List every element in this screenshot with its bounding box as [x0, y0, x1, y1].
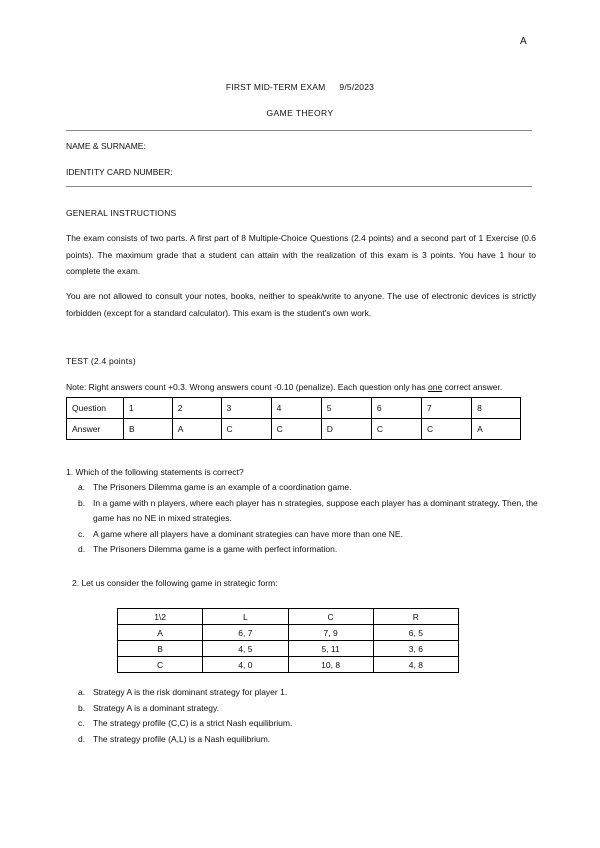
option-text: The strategy profile (C,C) is a strict Nash equilibrium.: [93, 718, 293, 728]
answer-cell: C: [371, 419, 421, 440]
game-table-column-header: L: [203, 609, 288, 625]
question-2-options: [78, 685, 538, 747]
question-2-text: 2. Let us consider the following game in strategic form:: [72, 578, 278, 588]
option-letter: a.: [78, 482, 86, 492]
answer-table-question-row: [67, 398, 521, 419]
question-cell: 7: [422, 398, 472, 419]
question-cell: 8: [472, 398, 521, 419]
name-field-label: NAME & SURNAME:: [66, 141, 146, 151]
question-1-text: 1. Which of the following statements is correct?: [66, 467, 244, 477]
question-cell: 6: [371, 398, 421, 419]
question-row-label: Question: [67, 398, 124, 419]
question-1-option-b: [78, 496, 538, 527]
option-text: In a game with n players, where each player has n strategies, suppose each player has a dominant strategy. Then, the game has no NE in mixed strategies.: [93, 497, 538, 523]
exam-version-letter: A: [520, 36, 527, 47]
game-table-column-header: C: [288, 609, 373, 625]
question-cell: 3: [221, 398, 271, 419]
strategic-form-table: [117, 608, 459, 673]
question-2-option-c: [78, 716, 538, 732]
game-table-row: [118, 625, 459, 641]
answer-cell: C: [271, 419, 321, 440]
id-card-field-label: IDENTITY CARD NUMBER:: [66, 167, 173, 177]
option-letter: a.: [78, 687, 86, 697]
exam-date: 9/5/2023: [339, 82, 375, 92]
answer-cell: C: [221, 419, 271, 440]
question-1-options: [78, 480, 538, 558]
answer-cell: B: [124, 419, 173, 440]
instructions-paragraph-1: The exam consists of two parts. A first part of 8 Multiple-Choice Questions (2.4 points) and a second part of 1 Exercise (0.6 points). The maximum grade that a student can attain with the realization of this exam is 3 points. You have 1 hour to complete the exam.: [66, 233, 536, 276]
exam-title-text: FIRST MID-TERM EXAM: [225, 82, 326, 92]
option-letter: b.: [78, 497, 86, 508]
payoff-cell: 3, 6: [373, 641, 458, 657]
game-table-corner: 1\2: [118, 609, 203, 625]
answer-table-answer-row: [67, 419, 521, 440]
payoff-cell: 4, 0: [203, 657, 288, 673]
question-1-option-a: [78, 480, 538, 496]
divider-top: [66, 130, 532, 131]
payoff-cell: 6, 7: [203, 625, 288, 641]
option-letter: d.: [78, 544, 86, 554]
exam-title: [0, 82, 600, 92]
payoff-cell: 7, 9: [288, 625, 373, 641]
instructions-paragraph-2: You are not allowed to consult your notes, books, neither to speak/write to anyone. The use of electronic devices is strictly forbidden (except for a standard calculator). This exam is the student's own work.: [66, 291, 536, 318]
payoff-cell: 10, 8: [288, 657, 373, 673]
game-table-row: [118, 657, 459, 673]
payoff-cell: 5, 11: [288, 641, 373, 657]
option-text: A game where all players have a dominant strategies can have more than one NE.: [93, 528, 403, 539]
answer-row-label: Answer: [67, 419, 124, 440]
option-text: The Prisoners Dilemma game is a game with perfect information.: [93, 544, 338, 554]
question-cell: 5: [321, 398, 371, 419]
note-text-underlined: one: [428, 382, 443, 392]
game-table-header-row: [118, 609, 459, 625]
instructions-heading: GENERAL INSTRUCTIONS: [66, 208, 177, 218]
question-1-option-c: [78, 527, 538, 543]
option-text: Strategy A is the risk dominant strategy for player 1.: [93, 687, 288, 697]
answer-cell: D: [321, 419, 371, 440]
option-letter: d.: [78, 733, 86, 744]
payoff-cell: 4, 5: [203, 641, 288, 657]
answer-table: [66, 397, 521, 440]
option-text: The strategy profile (A,L) is a Nash equilibrium.: [93, 733, 271, 744]
option-text: The Prisoners Dilemma game is an example of a coordination game.: [93, 482, 352, 492]
answer-cell: C: [422, 419, 472, 440]
payoff-cell: 4, 8: [373, 657, 458, 673]
question-cell: 2: [172, 398, 221, 419]
game-table-column-header: R: [373, 609, 458, 625]
answer-cell: A: [172, 419, 221, 440]
payoff-cell: 6, 5: [373, 625, 458, 641]
course-title: GAME THEORY: [266, 108, 334, 118]
note-text-after: correct answer.: [442, 382, 503, 392]
question-cell: 4: [271, 398, 321, 419]
note-text-before: Note: Right answers count +0.3. Wrong answers count -0.10 (penalize). Each question only has: [66, 382, 429, 392]
question-2-option-a: [78, 685, 538, 701]
option-text: Strategy A is a dominant strategy.: [93, 702, 219, 713]
option-letter: b.: [78, 702, 86, 713]
question-cell: 1: [124, 398, 173, 419]
question-2-option-b: [78, 701, 538, 717]
test-note: [66, 382, 546, 392]
question-1-option-d: [78, 542, 538, 558]
game-table-row-label: B: [118, 641, 203, 657]
option-letter: c.: [78, 718, 85, 728]
answer-cell: A: [472, 419, 521, 440]
game-table-row-label: A: [118, 625, 203, 641]
option-letter: c.: [78, 528, 85, 539]
question-2-option-d: [78, 732, 538, 748]
divider-bottom: [66, 186, 532, 187]
test-heading: TEST (2.4 points): [66, 356, 136, 366]
game-table-row: [118, 641, 459, 657]
game-table-row-label: C: [118, 657, 203, 673]
